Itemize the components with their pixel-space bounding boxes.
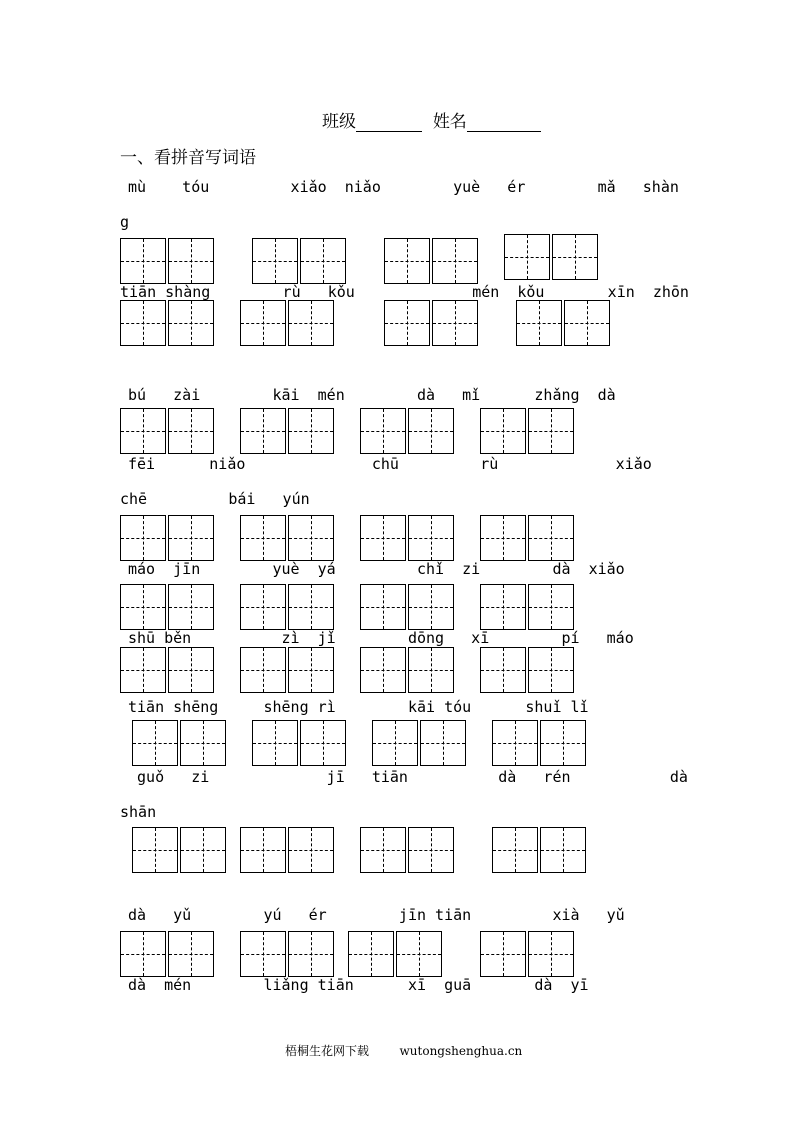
header-line: [322, 107, 541, 132]
char-box-pair: [252, 720, 346, 766]
char-box-pair: [240, 827, 334, 873]
class-blank[interactable]: [356, 115, 422, 132]
tian-zi-ge-cell[interactable]: [480, 647, 526, 693]
tian-zi-ge-cell[interactable]: [564, 300, 610, 346]
tian-zi-ge-cell[interactable]: [240, 647, 286, 693]
tian-zi-ge-cell[interactable]: [372, 720, 418, 766]
tian-zi-ge-cell[interactable]: [120, 584, 166, 630]
char-box-pair: [240, 300, 334, 346]
tian-zi-ge-cell[interactable]: [240, 931, 286, 977]
pinyin-line-2: tiān shàng rù kǒu mén kǒu xīn zhōn: [120, 283, 689, 301]
pinyin-line-7: tiān shēng shēng rì kāi tóu shuǐ lǐ: [128, 698, 589, 716]
tian-zi-ge-cell[interactable]: [360, 584, 406, 630]
tian-zi-ge-cell[interactable]: [408, 584, 454, 630]
tian-zi-ge-cell[interactable]: [480, 408, 526, 454]
footer-site-name: 梧桐生花网下载: [285, 1044, 370, 1058]
char-box-pair: [240, 515, 334, 561]
pinyin-line-8-wrap: shān: [120, 803, 157, 821]
tian-zi-ge-cell[interactable]: [540, 720, 586, 766]
char-box-pair: [480, 408, 574, 454]
char-box-pair: [120, 931, 214, 977]
tian-zi-ge-cell[interactable]: [288, 515, 334, 561]
footer: [285, 1042, 522, 1059]
char-box-pair: [360, 515, 454, 561]
tian-zi-ge-cell[interactable]: [408, 827, 454, 873]
char-box-pair: [252, 238, 346, 284]
tian-zi-ge-cell[interactable]: [528, 647, 574, 693]
tian-zi-ge-cell[interactable]: [168, 300, 214, 346]
tian-zi-ge-cell[interactable]: [384, 238, 430, 284]
tian-zi-ge-cell[interactable]: [384, 300, 430, 346]
tian-zi-ge-cell[interactable]: [252, 238, 298, 284]
pinyin-line-3: bú zài kāi mén dà mǐ zhǎng dà: [128, 386, 616, 404]
char-box-pair: [480, 647, 574, 693]
tian-zi-ge-cell[interactable]: [408, 647, 454, 693]
tian-zi-ge-cell[interactable]: [288, 408, 334, 454]
char-box-pair: [492, 827, 586, 873]
name-label: 姓名: [432, 112, 467, 132]
tian-zi-ge-cell[interactable]: [360, 515, 406, 561]
tian-zi-ge-cell[interactable]: [168, 584, 214, 630]
char-box-pair: [120, 584, 214, 630]
pinyin-line-1: mù tóu xiǎo niǎo yuè ér mǎ shàn: [128, 178, 679, 196]
tian-zi-ge-cell[interactable]: [168, 238, 214, 284]
tian-zi-ge-cell[interactable]: [132, 827, 178, 873]
tian-zi-ge-cell[interactable]: [492, 827, 538, 873]
char-box-pair: [132, 720, 226, 766]
pinyin-line-4-wrap: chē bái yún: [120, 490, 310, 508]
pinyin-line-10: dà mén liǎng tiān xī guā dà yī: [128, 976, 589, 994]
tian-zi-ge-cell[interactable]: [240, 408, 286, 454]
char-box-pair: [240, 931, 334, 977]
pinyin-line-9: dà yǔ yú ér jīn tiān xià yǔ: [128, 906, 625, 924]
char-box-pair: [480, 931, 574, 977]
tian-zi-ge-cell[interactable]: [516, 300, 562, 346]
tian-zi-ge-cell[interactable]: [132, 720, 178, 766]
tian-zi-ge-cell[interactable]: [360, 647, 406, 693]
tian-zi-ge-cell[interactable]: [180, 827, 226, 873]
tian-zi-ge-cell[interactable]: [168, 931, 214, 977]
class-label: 班级: [322, 112, 356, 132]
char-box-pair: [240, 647, 334, 693]
tian-zi-ge-cell[interactable]: [168, 408, 214, 454]
char-box-pair: [240, 408, 334, 454]
tian-zi-ge-cell[interactable]: [528, 584, 574, 630]
pinyin-line-8: guǒ zi jī tiān dà rén dà: [128, 768, 688, 786]
tian-zi-ge-cell[interactable]: [408, 408, 454, 454]
tian-zi-ge-cell[interactable]: [480, 584, 526, 630]
char-box-pair: [480, 584, 574, 630]
char-box-pair: [132, 827, 226, 873]
char-box-pair: [120, 300, 214, 346]
char-box-pair: [120, 515, 214, 561]
name-blank[interactable]: [467, 115, 541, 132]
tian-zi-ge-cell[interactable]: [168, 647, 214, 693]
tian-zi-ge-cell[interactable]: [288, 647, 334, 693]
char-box-pair: [480, 515, 574, 561]
tian-zi-ge-cell[interactable]: [504, 234, 550, 280]
char-box-pair: [240, 584, 334, 630]
pinyin-line-6: shū běn zì jǐ dōng xī pí máo: [128, 629, 634, 647]
tian-zi-ge-cell[interactable]: [288, 827, 334, 873]
char-box-pair: [384, 238, 478, 284]
tian-zi-ge-cell[interactable]: [528, 408, 574, 454]
tian-zi-ge-cell[interactable]: [240, 584, 286, 630]
tian-zi-ge-cell[interactable]: [300, 238, 346, 284]
pinyin-line-4: fēi niǎo chū rù xiǎo: [128, 455, 652, 473]
tian-zi-ge-cell[interactable]: [432, 238, 478, 284]
tian-zi-ge-cell[interactable]: [360, 408, 406, 454]
char-box-pair: [120, 408, 214, 454]
tian-zi-ge-cell[interactable]: [240, 515, 286, 561]
tian-zi-ge-cell[interactable]: [360, 827, 406, 873]
tian-zi-ge-cell[interactable]: [528, 515, 574, 561]
tian-zi-ge-cell[interactable]: [552, 234, 598, 280]
tian-zi-ge-cell[interactable]: [528, 931, 574, 977]
tian-zi-ge-cell[interactable]: [240, 827, 286, 873]
tian-zi-ge-cell[interactable]: [120, 408, 166, 454]
char-box-pair: [120, 647, 214, 693]
char-box-pair: [504, 234, 598, 280]
pinyin-line-5: máo jīn yuè yá chǐ zi dà xiǎo: [128, 560, 625, 578]
tian-zi-ge-cell[interactable]: [120, 647, 166, 693]
char-box-pair: [360, 408, 454, 454]
char-box-pair: [360, 647, 454, 693]
char-box-pair: [120, 238, 214, 284]
pinyin-line-1-wrap: g: [120, 213, 130, 231]
tian-zi-ge-cell[interactable]: [288, 584, 334, 630]
char-box-pair: [360, 827, 454, 873]
tian-zi-ge-cell[interactable]: [480, 515, 526, 561]
tian-zi-ge-cell[interactable]: [540, 827, 586, 873]
tian-zi-ge-cell[interactable]: [396, 931, 442, 977]
tian-zi-ge-cell[interactable]: [120, 238, 166, 284]
section-title: 一、看拼音写词语: [120, 148, 256, 168]
tian-zi-ge-cell[interactable]: [420, 720, 466, 766]
tian-zi-ge-cell[interactable]: [240, 300, 286, 346]
tian-zi-ge-cell[interactable]: [288, 931, 334, 977]
char-box-pair: [372, 720, 466, 766]
tian-zi-ge-cell[interactable]: [348, 931, 394, 977]
tian-zi-ge-cell[interactable]: [168, 515, 214, 561]
tian-zi-ge-cell[interactable]: [288, 300, 334, 346]
tian-zi-ge-cell[interactable]: [120, 300, 166, 346]
footer-site-url: wutongshenghua.cn: [399, 1044, 523, 1058]
char-box-pair: [360, 584, 454, 630]
tian-zi-ge-cell[interactable]: [432, 300, 478, 346]
char-box-pair: [492, 720, 586, 766]
tian-zi-ge-cell[interactable]: [120, 931, 166, 977]
tian-zi-ge-cell[interactable]: [252, 720, 298, 766]
tian-zi-ge-cell[interactable]: [480, 931, 526, 977]
tian-zi-ge-cell[interactable]: [408, 515, 454, 561]
char-box-pair: [348, 931, 442, 977]
char-box-pair: [384, 300, 478, 346]
tian-zi-ge-cell[interactable]: [120, 515, 166, 561]
tian-zi-ge-cell[interactable]: [492, 720, 538, 766]
tian-zi-ge-cell[interactable]: [180, 720, 226, 766]
tian-zi-ge-cell[interactable]: [300, 720, 346, 766]
char-box-pair: [516, 300, 610, 346]
